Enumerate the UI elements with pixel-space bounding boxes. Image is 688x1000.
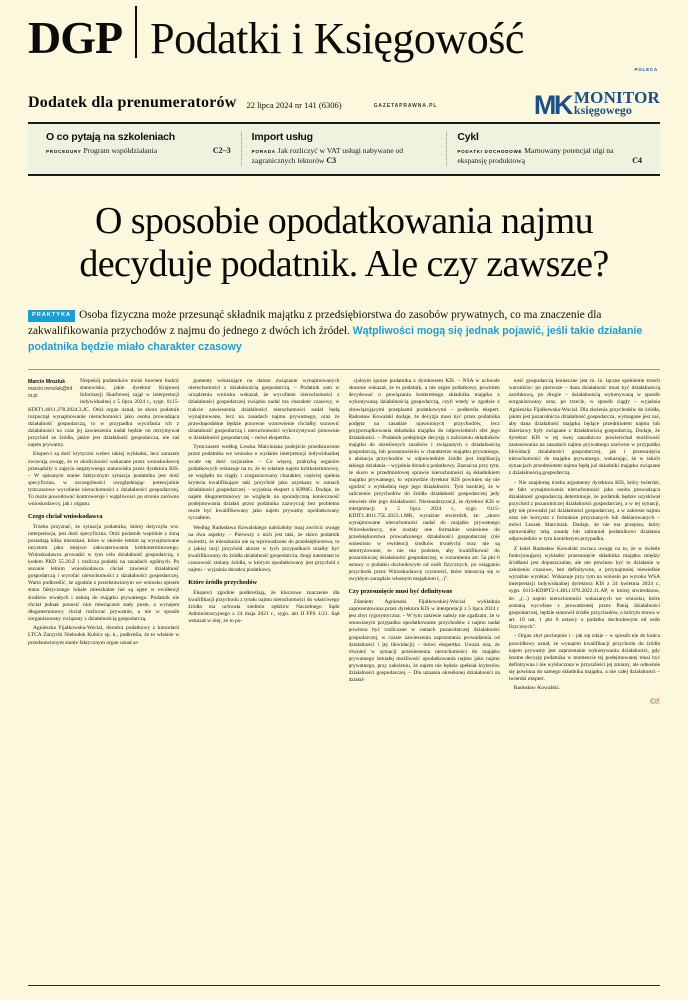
- article-column-1: [28, 378, 179, 990]
- body-paragraph: Z kolei Radosław Kowalski zwraca uwagę na to, że w świetle funkcjonującej wykładni przesunięcie składnika majątku między źródłami jest dopuszczalne, ale nie powinno być to działanie w założeniu czasowe, bez definitywne, a przynajmniej niewielkie wyraźnie wynikać. Wskazuje przy tym na wnioski po wyroku WSA interpretacji indywidualnej dyrektora KIS z 24 kwietnia 2024 r., sygn. 0113-KDIPT2-1.4011.970.2022.11.AP, w której stwierdzono, że: „(...) najem nieruchomości wskazanych we wniosku, które zostaną wycofane z prowadzonej przez Panią działalności gospodarczej, będzie stanowił źródło przychodów, o którym mowa w art. 10 ust. 1 pkt 6 ustawy o podatku dochodowym od osób fizycznych".: [508, 545, 660, 630]
- issue-line: 22 lipca 2024 nr 141 (6306): [246, 100, 342, 110]
- body-paragraph: ność gospodarczą konieczne jest m. in. łączne spełnienie trzech warunków: po pierwsze – dana działalność musi być działalnością zarobkową, po drugie – działalnością wykonywaną w sposób zorganizowany oraz, po trzecie, w sposób ciągły – wyjaśnia Agnieszka Fijałkowska-Wocial. Dla złożenia przychodów do źródła, jakim jest pozarolnicza działalność gospodarcza, wymagane jest zaś, aby dana działalność majątku będące przedmiotem najmu lub dzierżawy były związane z działalnością gospodarczą. Dodaje, że dyrektor KIS w tej swej zasadniczo powierzchał możliwość zastosowania na zasadach najmu prywatnego zarówno w przypadku likwidacji działalności gospodarczej, jak i przesunięcia nieruchomości do majątku prywatnego, wskazując, że w takich sytuacjach przedmiotem najmu będą już składniki majątku związane z działalnością gospodarczą.: [508, 378, 660, 477]
- article-column-4: [509, 378, 660, 990]
- teaser-text: Jak rozliczyć w VAT usługi nabywane od zagranicznych lektorów: [251, 146, 404, 166]
- masthead: [28, 0, 660, 64]
- body-paragraph: Agnieszka Fijałkowska-Wocial, doradca podatkowy z kancelarii LTCA Zarzycki Niebudek Kubicz sp. k., podkreśla, że to właśnie w przedstawionym stanie faktycznym organ uznał ar-: [28, 625, 180, 646]
- author-byline: [28, 379, 74, 399]
- lead-text: Osoba fizyczna może przesunąć składnik majątku z przedsiębiorstwa do zasobów prywatnych, co ma znaczenie dla zakwalifikowania przychodów z najmu do jednego z dwóch ich źródeł.: [28, 309, 602, 338]
- partner-poleca-label: POLECA: [634, 67, 658, 72]
- lead-highlight: Wątpliwości mogą się jednak pojawić, jeśli takie działanie podatnika będzie miało charakter czasowy: [28, 325, 643, 354]
- teaser-body: [457, 146, 642, 167]
- teaser-kicker: PROCEDURY: [46, 149, 82, 154]
- article-signature: Radosław Kowalski.: [513, 685, 561, 692]
- teaser-page-ref[interactable]: C3: [326, 156, 337, 166]
- teaser-title: O co pytają na szkoleniach: [46, 131, 176, 143]
- teaser-text: Program współdziałania: [83, 146, 158, 155]
- column-subheading: Czy przesunięcie musi być definitywne: [348, 588, 453, 596]
- body-paragraph: Tymczasem według Leszka Marciniaka podejście przedstawione przez podatnika we wniosku o wydanie interpretacji indywidualnej wcale się dość racjonalne. – Co więcej, praktyką organów podatkowych wskazuje na to, że to właśnie najem krótkoterminowy, ze względu na ciągły i zorganizowany charakter, częściej spełnia kryteria kwalifikujące taki przychód jako uzyskany w ramach działalności gospodarczej – wyjaśnia ekspert z KPMG. Dodaje, że najem długoterminowy ze względu na sporadyczną konieczność podejmowania działań przez podatnika zazwyczaj bez problemu może być kwalifikowany jako najem prywatny opodatkowany ryczałtem.: [188, 444, 340, 522]
- partner-mark-icon: MK: [533, 89, 571, 120]
- partner-name-line1: MONITOR: [573, 88, 660, 107]
- teaser-kicker: PORADA: [251, 149, 276, 154]
- lead-divider: [28, 369, 660, 370]
- supplement-label: Dodatek dla prenumeratorów: [28, 94, 237, 111]
- teaser-text: Marnowany potencjał ulgi na ekspansję produktową: [457, 146, 614, 166]
- partner-logo[interactable]: [533, 67, 660, 120]
- article-column-2: [188, 378, 339, 990]
- body-paragraph: – Nie znajdomą trzeba argumenty dyrektora KIS, który twierdzi, że fakt wynajmowania nieruchomości jako osoba prowadząca działalność gospodarczą determinuje, że podatnik będzie uzyskiwał przychód z pozarolniczej działalności gospodarczej, a w tej sytuacji, gdy nie prowadzi już działalności gospodarczej, a w zakresie najmu oraz nie korzysta z formalnie przyznanych lub deklarowanych – mówi Leszek Marciniak. Dodaje, że nie ma przepisu, który uprawniałby taką zasadę lub zabraniał podatnikowi działania odpowiednio w tym kontekstym przypadku.: [508, 479, 660, 543]
- author-email[interactable]: marcin.mrozluk@infor.pl: [28, 386, 73, 399]
- body-paragraph: Według Radosława Kowalskiego należałoby tutaj zwrócić uwagę na dwa aspekty. – Pierwszy z nich jest taki, że skoro podatnik twierdzi, że mieszkania nie są wprowadzone do przedsiębiorstwa, to z jakiej racji przychód akurat w tych przypadkach miałby być kwalifikowany do źródła działalność gospodarcza, drugi natomiast to czasowość zmiany źródła, w którym opodatkowany jest przychód z najmu – wyjaśnia doradca podatkowy.: [188, 524, 340, 574]
- article-headline: O sposobie opodatkowania najmu decyduje podatnik. Ale czy zawsze?: [79, 200, 609, 285]
- article-lead: [28, 307, 660, 355]
- teaser-body: [46, 146, 231, 156]
- body-paragraph: – Organ zbyt pochopnie i – jak się zdaje – w sposób nie do końca prawidłowy uznał, że wynajem kwalifikacji przychodu do źródła najem prywatny jest zaprzestanie wykonywania działalności, gdy istotne decyzję podatnika w momencie tej podejmowanej musi być definitywna i nie wykluczona w przyszłości jej zmiany, ale odnośnie się powinna do samego składnika majątku, a nie całej działalności – twierdzi ekspert.: [508, 633, 660, 682]
- teaser-item-0[interactable]: [36, 131, 241, 166]
- end-mark-icon: ©℗: [649, 696, 660, 706]
- column-subheading: Czego chciał wnioskodawca: [28, 513, 103, 521]
- section-title: Podatki i Księgowość: [150, 13, 524, 63]
- brand-logo[interactable]: DGP: [28, 12, 123, 64]
- site-url[interactable]: GAZETAPRAWNA.PL: [373, 103, 438, 109]
- masthead-divider: [135, 6, 137, 58]
- teaser-kicker: PODATKI DOCHODOWE: [457, 149, 523, 154]
- article-body: [28, 378, 660, 990]
- body-paragraph: gumenty wskazujące na dalsze związanie wynajmowanych nieruchomości z działalnością gospodarczą. – Podatnik sam w urządzeniu wniosku wskazał, że wycofanie nieruchomości z działalności gospodarczej związku nadal ma charakter czasowy, w trakcie zawieszenia działalności nieruchomości nadal będą wynajmowane, lecz na zasadach najmu prywatnego, oraz że prawdopodobne będzie ponowne wznowienie chciałby wznowić działalność gospodarczą i nieruchomości wykorzystywać ponownie w działalności gospodarczej – mówi ekspertka.: [188, 378, 340, 441]
- teaser-bar: [28, 122, 660, 176]
- partner-name: [574, 89, 660, 116]
- teaser-title: Import usług: [251, 131, 313, 143]
- teaser-item-2[interactable]: [446, 131, 652, 166]
- partner-name-line2: księgowego: [573, 103, 632, 117]
- teaser-body: [252, 146, 437, 167]
- body-paragraph: Eksperci są dość krytyczni wobec takiej wykładni, lecz zarazem zwracają uwagę, że to okoliczności wskazane przez wnioskodawcę przesądziły o zajęciu negatywnego stanowiska przez dyrektora KIS. – W opisanym stanie faktycznym sytuacja podatnika jest dość specyficzna, w szczególności uwzględniając potencjalnie tymczasowe wycofanie nieruchomości z działalności gospodarczej. To może powodować kontrowersje i wątpliwości po stronie zarówno wnioskodawcy, jak i organu.: [28, 451, 180, 508]
- body-paragraph: Trzeba przyznać, że sytuacja podatnika, której dotyczyła ww. interpretacja, jest dość specyficzna. Otóż podatnik wspólnie z żoną posiadają kilka mieszkań, które w okresie letnim są wynajmowane turystom jako miejsce zakwaterowania krótkoterminowego. Wnioskodawca prowadzi w tym celu działalność gospodarczą, z kodem PKD 55.20.Z i rozlicza podatki na zasadach ogólnych. Po sezonie letnim wnioskodawca chciał zawiesić działalność gospodarczą i wycofać nieruchomości z działalności gospodarczej. Warto podkreślić, że zgodnie z przedstawionym we wniosku opisem stanu faktycznego lokale mieszkalne nie są ujęte w ewidencji środków trwałych i należą do majątku prywatnego. Podatnik nie chciał jednak ponosić nim miesiącami stały puste, a wynajem długoterminowy chciał rozliczać prywatnie, a nie w sposób zorganizowany związany z działalnością gospodarczą.: [28, 523, 180, 622]
- body-paragraph: Eksperci zgodnie podkreślają, że kluczowe znaczenie dla kwalifikacji przychodu z tytułu najmu nieruchomości do właściwego źródła ma uchwała siedmiu sędziów Naczelnego Sądu Administracyjnego z 24 maja 2021 r., sygn. akt II FPS 1/21. Sąd wskazał w niej, że to po-: [188, 589, 340, 625]
- body-paragraph: cjalnym sporze podatnika z dyrektorem KIS. – NSA w uchwale słusznie wskazał, że to podatnik, a nie organ podatkowy, powinien decydować o powiązaniu konkretnego składnika majątku z wykonywaną działalnością gospodarczą, czyli wtedy w zgodzie z obowiązującymi przepisami podatkowymi – podkreśla ekspert. Radosław Kowalski dodaje, że decyzja musi być przez podatnika podjęta na zasadzie ujawnionych przychodów, lecz przyporządkowania składnika majątku do odpowiednich sfer jego działalności. – Podatnik podejmuje decyzję o zaliczeniu składników majątku do określonych zasobów i związanych z działalnością gospodarczą, lub pozostawieniu w charakterze majątku prywatnego, a alokacja przychodów w odpowiednim źródle jest implikacją takiego działania – wyjaśnia doradca podatkowy. Zaznacza przy tym, że skoro w przedmiotowej sprawie nieruchomości są składnikiem majątku prywatnego, to wprawdzie dyrektor KIS powinien się nie zgodzić z wykładnią tego jego działalności. Tym bardziej, że w zaliczeniu przychodów do źródła działalność gospodarczej jedy niewiele sfer jego działalności. Niestandaryzacji, że dyrektor KIS w interpretacji z 5 lipca 2024 r., sygn. 0115-KDIT1.4011.75L.2023.1.MK, wyraźnie stwierdził, że: „skoro wynajmowane nieruchomości nadal do majątku prywatnego Wnioskodawcy, nie zostały one formalnie wniesione do przedsiębiorstwa prowadzonego działalności gospodarczej (nie wniesiono w ewidencji środków trwałych) oraz nie są amortyzowane, to nie ma podstaw, aby kwalifikować do pozarolniczej działalności gospodarczej, w rozumieniu art. 5a pkt 6 ustawy o podatku dochodowym od osób fizycznych, po osiąganiu przychodu przez Wnioskodawcę czynności, które mieszczą się w zwykłym zarządzie własnym majątkiem (...)".: [348, 378, 500, 583]
- page-bottom-rule: [28, 985, 660, 986]
- masthead-subrow: [28, 67, 660, 120]
- teaser-title: Cykl: [457, 131, 479, 143]
- teaser-page-ref[interactable]: C2–3: [212, 146, 231, 155]
- author-name: Marcin Mrozluk: [28, 379, 66, 386]
- lead-badge: PRAKTYKA: [28, 310, 75, 322]
- teaser-item-1[interactable]: [241, 131, 447, 166]
- article-column-3: [349, 378, 500, 990]
- body-paragraph: Niepokój podatników może bowiem budzić stanowisko, jakie dyrektor Krajowej Informacji Skarbowej zajął w interpretacji indywidualnej z 5 lipca 2024 r., sygn. 0115-KDIT1.4011.278.2024.3.JC. Otóż organ uznał, że skoro podatnik rozpoczął wynajmowanie nieruchomości jako osoba prowadząca działalność gospodarczą, to w przypadku wycofania ich z działalności na czas jej zawieszenia nadal będzie on otrzymywał przychód ze źródła, jakim jest działalność gospodarcza, nie zaś najem prywatny.: [28, 378, 180, 448]
- column-subheading: Które źródło przychodów: [188, 579, 258, 587]
- body-paragraph: Zdaniem Agnieszki Fijałkowskiej-Wocial wykładnia zaprezentowana przez dyrektora KIS w interpretacji z 5 lipca 2024 r. jest zbyt rygorystyczna. – W tym zakresie należy nie zgadzam, że w omawianym przypadku opodatkowanie przychodów z najmu nadal powinno być rozliczane w ramach pozarolniczej działalności gospodarczej, w czasie zawieszenia zaprzestania prowadzenia od działalności i jej likwidacji) – mówi ekspertka. Uważa ona, że również w sytuacji przeniesienia nieruchomości do majątku prywatnego istniałej możliwość opodatkowania najmu jako najmu prywatnego, przy założeniu, że najem nie będzie spełniał kryteriów działalności gospodarczej. – Dla uznania określonej działalności za działal-: [348, 599, 500, 683]
- teaser-page-ref[interactable]: C4: [632, 156, 643, 166]
